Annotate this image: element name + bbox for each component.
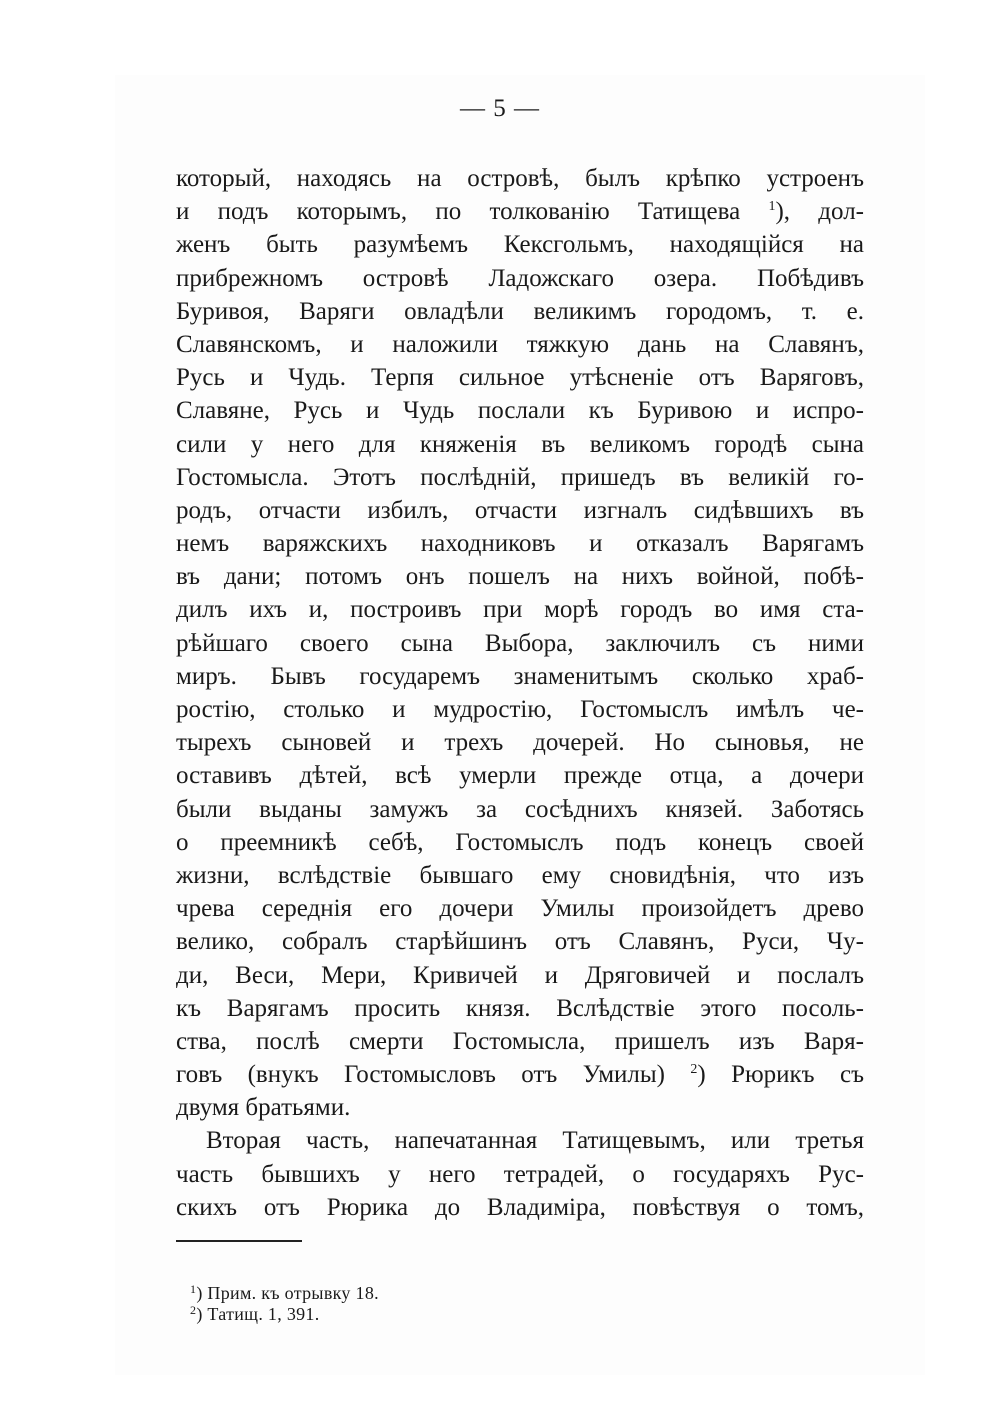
paragraph-first-line: Вторая часть, напечатанная Татищевымъ, или третья xyxy=(206,1127,864,1155)
text-line xyxy=(176,1058,864,1091)
footnote-ref: 2 xyxy=(690,1062,698,1078)
footnote-separator xyxy=(176,1240,302,1242)
text-line: ди, Веси, Мери, Кривичей и Дряговичей и послалъ xyxy=(176,961,864,989)
text-line: чрева середнія его дочери Умилы произойдетъ древо xyxy=(176,895,864,923)
text-line: въ дани; потомъ онъ пошелъ на нихъ войной, побѣ- xyxy=(176,563,864,591)
text-line xyxy=(176,195,864,228)
text-line: тырехъ сыновей и трехъ дочерей. Но сыновья, не xyxy=(176,729,864,757)
footnote-2 xyxy=(190,1304,379,1325)
text-line-segment: ), дол- xyxy=(775,198,864,226)
text-line: ства, послѣ смерти Гостомысла, пришелъ изъ Варя- xyxy=(176,1027,864,1055)
text-line: о преемникѣ себѣ, Гостомыслъ подъ конецъ своей xyxy=(176,828,864,856)
footnote-1 xyxy=(190,1283,379,1304)
text-line: велико, собралъ старѣйшинъ отъ Славянъ, Руси, Чу- xyxy=(176,928,864,956)
footnotes xyxy=(190,1283,379,1325)
text-line-segment: говъ (внукъ Гостомысловъ отъ Умилы) xyxy=(176,1061,666,1089)
text-line: миръ. Бывъ государемъ знаменитымъ сколько храб- xyxy=(176,662,864,690)
text-line: Славяне, Русь и Чудь послали къ Буривою и испро- xyxy=(176,397,864,425)
text-line: Славянскомъ, и наложили тяжкую дань на Славянъ, xyxy=(176,330,864,358)
text-line: оставивъ дѣтей, всѣ умерли прежде отца, а дочери xyxy=(176,762,864,790)
text-line: женъ быть разумѣемъ Кексгольмъ, находящійся на xyxy=(176,231,864,259)
body-text xyxy=(176,162,864,1224)
text-line: дилъ ихъ и, построивъ при морѣ городъ во имя ста- xyxy=(176,596,864,624)
text-line: были выданы замужъ за сосѣднихъ князей. Заботясь xyxy=(176,795,864,823)
footnote-text: ) Татищ. 1, 391. xyxy=(196,1304,320,1324)
footnote-text: ) Прим. къ отрывку 18. xyxy=(196,1283,379,1303)
text-line-segment: ) Рюрикъ съ xyxy=(697,1061,865,1089)
text-line: родъ, отчасти избилъ, отчасти изгналъ сидѣвшихъ въ xyxy=(176,496,864,524)
text-line: часть бывшихъ у него тетрадей, о государяхъ Рус- xyxy=(176,1160,864,1188)
text-line: Русь и Чудь. Терпя сильное утѣсненіе отъ Варяговъ, xyxy=(176,364,864,392)
footnote-ref: 1 xyxy=(768,199,776,215)
text-line: ростію, столько и мудростію, Гостомыслъ имѣлъ че- xyxy=(176,696,864,723)
text-line: къ Варягамъ просить князя. Вслѣдствіе этого посоль- xyxy=(176,994,864,1022)
text-line-segment: и подъ которымъ, по толкованію Татищева xyxy=(176,198,741,226)
footnote-mark: 1 xyxy=(190,1282,197,1296)
footnote-mark: 2 xyxy=(190,1303,197,1317)
text-line: Гостомысла. Этотъ послѣдній, пришедъ въ великій го- xyxy=(176,463,864,491)
text-line: немъ варяжскихъ находниковъ и отказалъ Варягамъ xyxy=(176,530,864,558)
text-line: прибрежномъ островѣ Ладожскаго озера. Побѣдивъ xyxy=(176,264,864,292)
text-line: Буривоя, Варяги овладѣли великимъ городомъ, т. е. xyxy=(176,297,864,325)
text-line: рѣйшаго своего сына Выбора, заключилъ съ ними xyxy=(176,629,864,657)
page-number: — 5 — xyxy=(460,95,540,122)
text-line: скихъ отъ Рюрика до Владиміра, повѣствуя о томъ, xyxy=(176,1193,864,1221)
text-line: двумя братьями. xyxy=(176,1094,351,1122)
text-line: жизни, вслѣдствіе бывшаго ему сновидѣнія, что изъ xyxy=(176,861,864,889)
text-line: сили у него для княженія въ великомъ городѣ сына xyxy=(176,430,864,458)
text-line: который, находясь на островѣ, былъ крѣпко устроенъ xyxy=(176,165,864,192)
